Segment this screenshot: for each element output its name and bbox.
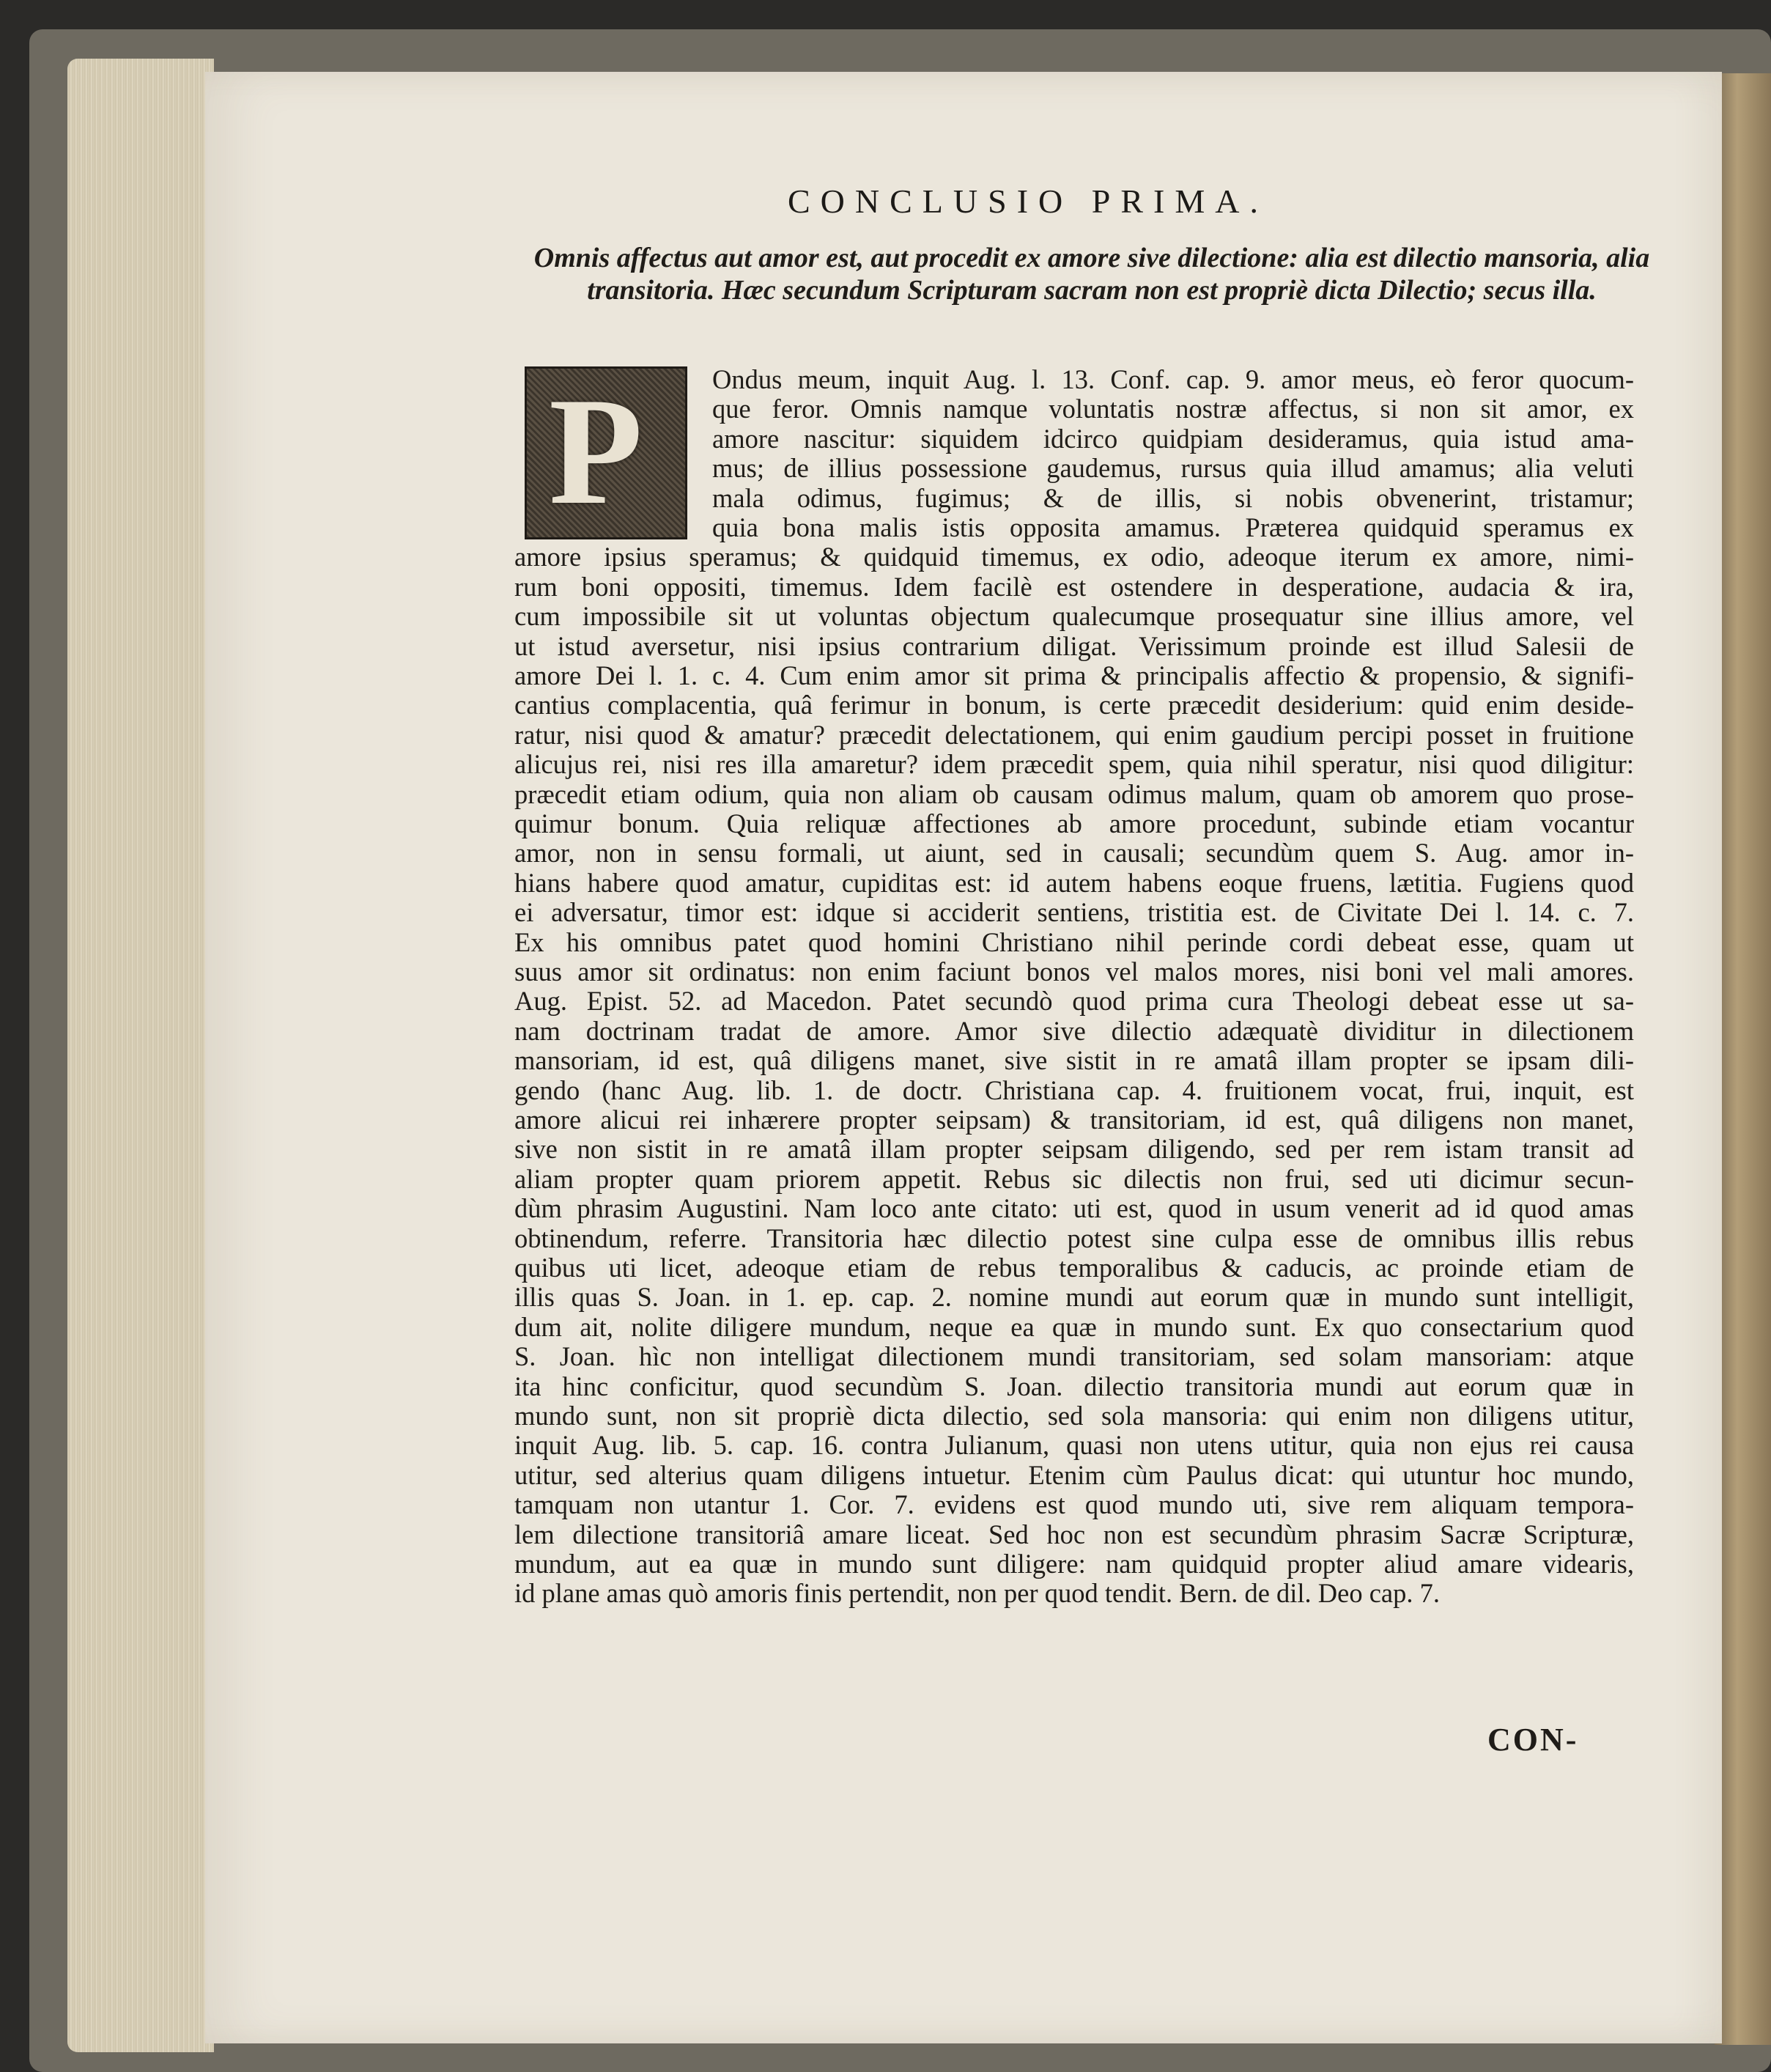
- thesis-statement: Omnis affectus aut amor est, aut procedit ex amore sive dilectione: alia est dilectio mansoria, alia transitoria. Hæc secundum Scripturam sacram non est propriè dicta Dilectio; secus illa.: [533, 243, 1650, 306]
- text-line: sive non sistit in re amatâ illam propter seipsam diligendo, sed per rem istam transit ad: [514, 1134, 1634, 1165]
- initial-letter: P: [549, 366, 643, 537]
- text-line: præcedit etiam odium, quia non aliam ob causam odimus malum, quam ob amorem quo prose-: [514, 778, 1634, 809]
- text-line: amore ipsius speramus; & quidquid timemus, ex odio, adeoque iterum ex amore, nimi-: [514, 542, 1634, 572]
- text-line: ut istud aversetur, nisi ipsius contrarium diligat. Verissimum proinde est illud Salesii de: [514, 630, 1634, 661]
- text-line: mundo sunt, non sit propriè dicta dilectio, sed sola mansoria: qui enim non diligens utitur,: [514, 1401, 1634, 1431]
- text-line: mus; de illius possessione gaudemus, rursus quia illud amamus; alia veluti: [712, 453, 1634, 484]
- text-line: lem dilectione transitoriâ amare liceat. Sed hoc non est secundùm phrasim Sacræ Scripturæ,: [514, 1519, 1634, 1549]
- text-line: alicujus rei, nisi res illa amaretur? idem præcedit spem, quia nihil speratur, nisi quod diligitur:: [514, 749, 1634, 780]
- text-line: Ondus meum, inquit Aug. l. 13. Conf. cap. 9. amor meus, eò feror quocum-: [712, 364, 1634, 394]
- text-line: aliam propter quam priorem appetit. Rebus sic dilectis non frui, sed uti dicimur secun-: [514, 1163, 1634, 1194]
- text-line: obtinendum, referre. Transitoria hæc dilectio potest sine culpa esse de omnibus illis rebus: [514, 1223, 1634, 1253]
- text-line: hians habere quod amatur, cupiditas est: id autem habens eoque fruens, lætitia. Fugiens quod: [514, 867, 1634, 898]
- text-line: dum ait, nolite diligere mundum, neque ea quæ in mundo sunt. Ex quo consectarium quod: [514, 1311, 1634, 1342]
- text-line: mundum, aut ea quæ in mundo sunt diligere: nam quidquid propter aliud amare videaris,: [514, 1549, 1634, 1579]
- page-edges-left: [67, 59, 214, 2052]
- text-line: illis quas S. Joan. in 1. ep. cap. 2. nomine mundi aut eorum quæ in mundo sunt intelligit,: [514, 1282, 1634, 1313]
- text-line: utitur, sed alterius quam diligens intuetur. Etenim cùm Paulus dicat: qui utuntur hoc mundo,: [514, 1459, 1634, 1490]
- text-line: amore alicui rei inhærere propter seipsam) & transitoriam, id est, quâ diligens non manet,: [514, 1105, 1634, 1135]
- page-edges-right: [1715, 73, 1771, 2045]
- text-line: dùm phrasim Augustini. Nam loco ante citato: uti est, quod in usum venerit ad id quod amas: [514, 1193, 1634, 1224]
- text-line: tamquam non utantur 1. Cor. 7. evidens est quod mundo uti, sive rem aliquam tempora-: [514, 1489, 1634, 1520]
- text-line: quia bona malis istis opposita amamus. Præterea quidquid speramus ex: [712, 512, 1634, 542]
- text-line: quimur bonum. Quia reliquæ affectiones ab amore procedunt, subinde etiam vocantur: [514, 808, 1634, 838]
- text-line: id plane amas quò amoris finis pertendit, non per quod tendit. Bern. de dil. Deo cap. 7.: [514, 1578, 1441, 1609]
- text-line: inquit Aug. lib. 5. cap. 16. contra Julianum, quasi non utens utitur, quia non ejus rei causa: [514, 1430, 1634, 1461]
- text-line: cantius complacentia, quâ ferimur in bonum, is certe præcedit desiderium: quid enim deside-: [514, 690, 1634, 720]
- text-line: amor, non in sensu formali, ut aiunt, sed in causali; secundùm quem S. Aug. amor in-: [514, 838, 1634, 869]
- decorated-initial: [525, 366, 687, 539]
- text-line: Ex his omnibus patet quod homini Christiano nihil perinde cordi debeat esse, quam ut: [514, 926, 1634, 957]
- text-line: nam doctrinam tradat de amore. Amor sive dilectio adæquatè dividitur in dilectionem: [514, 1015, 1634, 1046]
- text-line: quibus uti licet, adeoque etiam de rebus temporalibus & caducis, ac proinde etiam de: [514, 1253, 1634, 1283]
- text-line: gendo (hanc Aug. lib. 1. de doctr. Christiana cap. 4. fruitionem vocat, frui, inquit, est: [514, 1074, 1634, 1105]
- text-line: ratur, nisi quod & amatur? præcedit delectationem, qui enim gaudium percipi posset in fruitione: [514, 719, 1634, 750]
- catchword: CON-: [1487, 1722, 1579, 1758]
- text-line: Aug. Epist. 52. ad Macedon. Patet secundò quod prima cura Theologi debeat esse ut sa-: [514, 986, 1634, 1017]
- text-line: mansoriam, id est, quâ diligens manet, sive sistit in re amatâ illam propter se ipsam dili-: [514, 1045, 1634, 1076]
- text-line: suus amor sit ordinatus: non enim faciunt bonos vel malos mores, nisi boni vel mali amores.: [514, 956, 1634, 987]
- text-line: amore Dei l. 1. c. 4. Cum enim amor sit prima & principalis affectio & propensio, & signifi-: [514, 660, 1634, 690]
- text-line: rum boni oppositi, timemus. Idem facilè est ostendere in desperatione, audacia & ira,: [514, 571, 1634, 602]
- text-line: amore nascitur: siquidem idcirco quidpiam desideramus, quia istud ama-: [712, 423, 1634, 454]
- text-line: ita hinc conficitur, quod secundùm S. Joan. dilectio transitoria mundi aut eorum quæ in: [514, 1371, 1634, 1401]
- text-line: mala odimus, fugimus; & de illis, si nobis obvenerint, tristamur;: [712, 482, 1634, 513]
- text-line: que feror. Omnis namque voluntatis nostræ affectus, si non sit amor, ex: [712, 394, 1634, 424]
- text-line: cum impossibile sit ut voluntas objectum qualecumque prosequatur sine illius amore, vel: [514, 601, 1634, 632]
- text-line: ei adversatur, timor est: idque si acciderit sentiens, tristitia est. de Civitate Dei l. 14. c. 7.: [514, 897, 1634, 928]
- page-heading: CONCLUSIO PRIMA.: [788, 183, 1268, 220]
- text-line: S. Joan. hìc non intelligat dilectionem mundi transitoriam, sed solam mansoriam: atque: [514, 1341, 1634, 1372]
